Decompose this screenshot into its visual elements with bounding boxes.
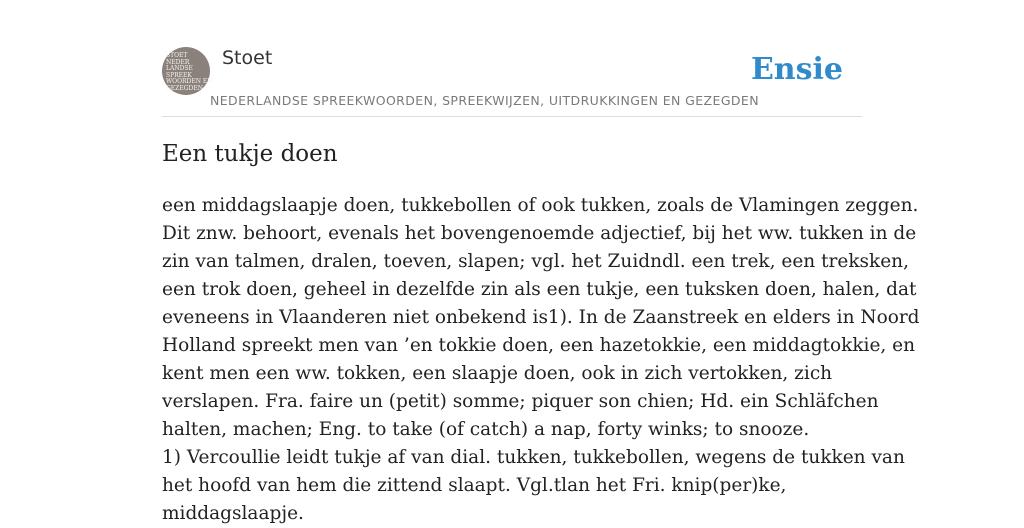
author-link[interactable]: Stoet bbox=[222, 47, 273, 69]
body-line: een trok doen, geheel in dezelfde zin als een tukje, een tuksken doen, halen, dat bbox=[162, 279, 917, 300]
header bbox=[162, 46, 862, 117]
avatar-book-cover bbox=[166, 52, 213, 92]
avatar[interactable] bbox=[162, 47, 213, 95]
body-line: eveneens in Vlaanderen niet onbekend is1). In de Zaanstreek en elders in Noord bbox=[162, 307, 920, 328]
avatar-line: GEZEGDEN bbox=[166, 84, 203, 92]
body-line: 1) Vercoullie leidt tukje af van dial. tukken, tukkebollen, wegens de tukken van bbox=[162, 447, 905, 468]
body-line: het hoofd van hem die zittend slaapt. Vgl.tlan het Fri. knip(per)ke, bbox=[162, 475, 787, 496]
avatar-line: SPREEK bbox=[166, 71, 192, 79]
source-subtitle[interactable]: NEDERLANDSE SPREEKWOORDEN, SPREEKWIJZEN, UITDRUKKINGEN EN GEZEGDEN bbox=[210, 93, 759, 108]
avatar-line: LANDSE bbox=[166, 65, 193, 72]
body-line: Holland spreekt men van ’en tokkie doen, een hazetokkie, een middagtokkie, en bbox=[162, 335, 916, 356]
ensie-logo[interactable]: Ensie bbox=[750, 52, 843, 87]
body-line: halten, machen; Eng. to take (of catch) a nap, forty winks; to snooze. bbox=[162, 419, 810, 440]
body-line: middagslaapje. bbox=[162, 503, 304, 524]
avatar-line: STOET bbox=[166, 52, 188, 59]
page-title: Een tukje doen bbox=[162, 141, 338, 167]
body-line: verslapen. Fra. faire un (petit) somme; piquer son chien; Hd. ein Schläfchen bbox=[162, 391, 879, 412]
avatar-line: NEDER bbox=[166, 58, 190, 66]
avatar-line: WOORDEN EN bbox=[166, 78, 213, 85]
body-line: een middagslaapje doen, tukkebollen of ook tukken, zoals de Vlamingen zeggen. bbox=[162, 195, 919, 216]
body-line: kent men een ww. tokken, een slaapje doen, ook in zich vertokken, zich bbox=[162, 363, 833, 384]
body-line: zin van talmen, dralen, toeven, slapen; vgl. het Zuidndl. een trek, een treksken, bbox=[162, 251, 909, 272]
article-body bbox=[162, 192, 920, 528]
body-line: Dit znw. behoort, evenals het bovengenoemde adjectief, bij het ww. tukken in de bbox=[162, 223, 917, 244]
